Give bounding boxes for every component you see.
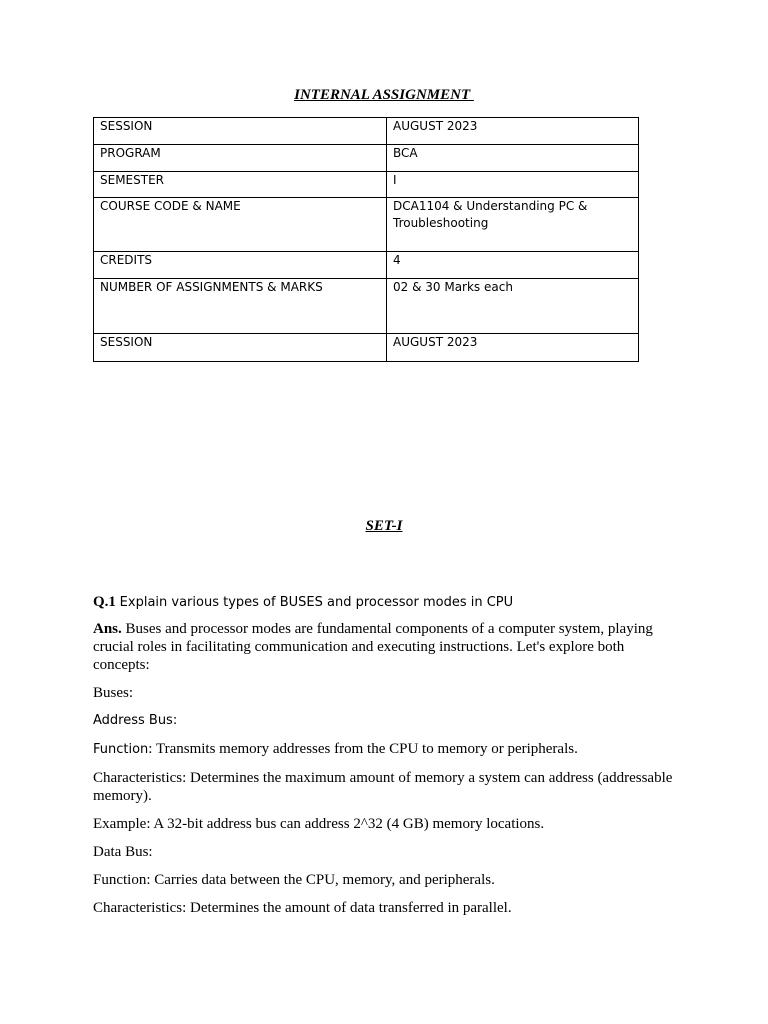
table-value-cell: I: [387, 172, 639, 198]
table-value-cell: 4: [387, 252, 639, 279]
address-bus-example: Example: A 32-bit address bus can address 2^32 (4 GB) memory locations.: [93, 816, 545, 832]
table-value-cell: AUGUST 2023: [387, 118, 639, 145]
answer-label: Ans.: [93, 621, 122, 637]
table-value-cell: BCA: [387, 145, 639, 172]
table-row: [94, 118, 639, 145]
table-key-cell: CREDITS: [94, 252, 387, 279]
answer-intro: [93, 620, 683, 674]
table-row: [94, 145, 639, 172]
table-key-cell: COURSE CODE & NAME: [94, 198, 387, 252]
buses-heading: Buses:: [93, 685, 134, 701]
answer-text: Buses and processor modes are fundamental components of a computer system, playing crucial roles in facilitating communication and executing instructions. Let's explore both concepts:: [93, 621, 653, 673]
function-text: : Transmits memory addresses from the CPU to memory or peripherals.: [148, 741, 578, 757]
question-label: Q.1: [93, 594, 116, 610]
table-key-cell: SESSION: [94, 118, 387, 145]
data-bus-characteristics: Characteristics: Determines the amount of data transferred in parallel.: [93, 900, 512, 916]
question-line: [93, 593, 683, 612]
table-value-cell: DCA1104 & Understanding PC & Troubleshooting: [387, 198, 639, 252]
question-text: Explain various types of BUSES and processor modes in CPU: [119, 595, 514, 610]
document-title: INTERNAL ASSIGNMENT: [294, 87, 474, 103]
table-row: [94, 279, 639, 334]
answer-body: [93, 593, 683, 927]
table-key-cell: SEMESTER: [94, 172, 387, 198]
table-value-cell: 02 & 30 Marks each: [387, 279, 639, 334]
table-row: [94, 252, 639, 279]
table-row: [94, 334, 639, 362]
address-bus-heading: Address Bus:: [93, 713, 178, 728]
table-key-cell: PROGRAM: [94, 145, 387, 172]
set-heading: SET-I: [365, 518, 403, 534]
address-bus-function: [93, 740, 683, 759]
table-row: [94, 172, 639, 198]
table-value-cell: AUGUST 2023: [387, 334, 639, 362]
table-key-cell: NUMBER OF ASSIGNMENTS & MARKS: [94, 279, 387, 334]
data-bus-heading: Data Bus:: [93, 844, 153, 860]
assignment-info-table: [93, 117, 639, 362]
function-label: Function: [93, 742, 149, 757]
data-bus-function: Function: Carries data between the CPU, memory, and peripherals.: [93, 872, 495, 888]
table-row: [94, 198, 639, 252]
table-key-cell: SESSION: [94, 334, 387, 362]
address-bus-characteristics: Characteristics: Determines the maximum amount of memory a system can address (addressable memory).: [93, 770, 673, 804]
